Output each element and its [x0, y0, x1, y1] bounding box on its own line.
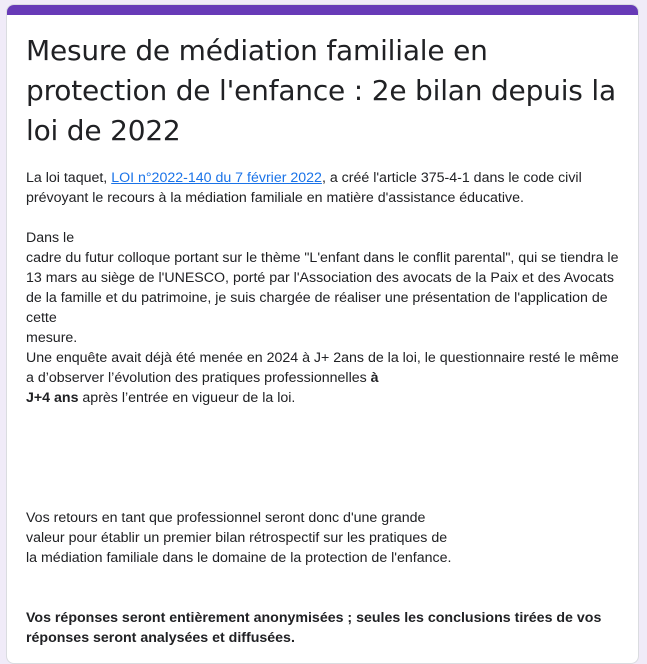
- context-line-2: cadre du futur colloque portant sur le thème "L'enfant dans le conflit parental", qui se tiendra le 13 mars au siège de l'UNESCO, porté par l'Association des avocats de la Paix et des Avocats de la famille et du patrimoine, je suis chargée de réaliser une présentation de l'application de cette: [26, 250, 619, 326]
- intro-text-after-link: , a créé l'article 375-4-1 dans le code civil prévoyant le recours à la médiation familiale en matière d'assistance éducative.: [26, 170, 582, 206]
- feedback-line-3: la médiation familiale dans le domaine de la protection de l'enfance.: [26, 550, 452, 566]
- survey-text-before-bold: Une enquête avait déjà été menée en 2024 à J+ 2ans de la loi, le questionnaire resté le même a d’observer l’évolution des pratiques professionnelles: [26, 350, 619, 386]
- feedback-line-1: Vos retours en tant que professionnel seront donc d'une grande: [26, 510, 426, 526]
- form-accent-bar: [7, 5, 638, 15]
- feedback-line-2: valeur pour établir un premier bilan rétrospectif sur les pratiques de: [26, 530, 448, 546]
- form-header-card: [6, 4, 639, 664]
- survey-text-after-bold: après l’entrée en vigueur de la loi.: [78, 390, 296, 406]
- spacer: [26, 208, 622, 228]
- survey-bold-j4: J+4 ans: [26, 390, 79, 406]
- context-line-1: Dans le: [26, 230, 75, 246]
- intro-paragraph: [26, 168, 622, 208]
- spacer: [26, 568, 622, 608]
- anonymity-text: Vos réponses seront entièrement anonymisées ; seules les conclusions tirées de vos réponses seront analysées et diffusées.: [26, 610, 602, 646]
- form-title: Mesure de médiation familiale en protection de l'enfance : 2e bilan depuis la loi de 2022: [26, 34, 616, 147]
- anonymity-notice: [26, 608, 622, 648]
- context-line-3: mesure.: [26, 330, 78, 346]
- form-header-content: [26, 31, 622, 648]
- law-link[interactable]: LOI n°2022-140 du 7 février 2022: [111, 170, 322, 186]
- survey-bold-a: à: [370, 370, 379, 386]
- intro-text-before-link: La loi taquet,: [26, 170, 112, 186]
- form-description: [26, 168, 622, 648]
- spacer: [26, 408, 622, 508]
- survey-paragraph: [26, 348, 622, 408]
